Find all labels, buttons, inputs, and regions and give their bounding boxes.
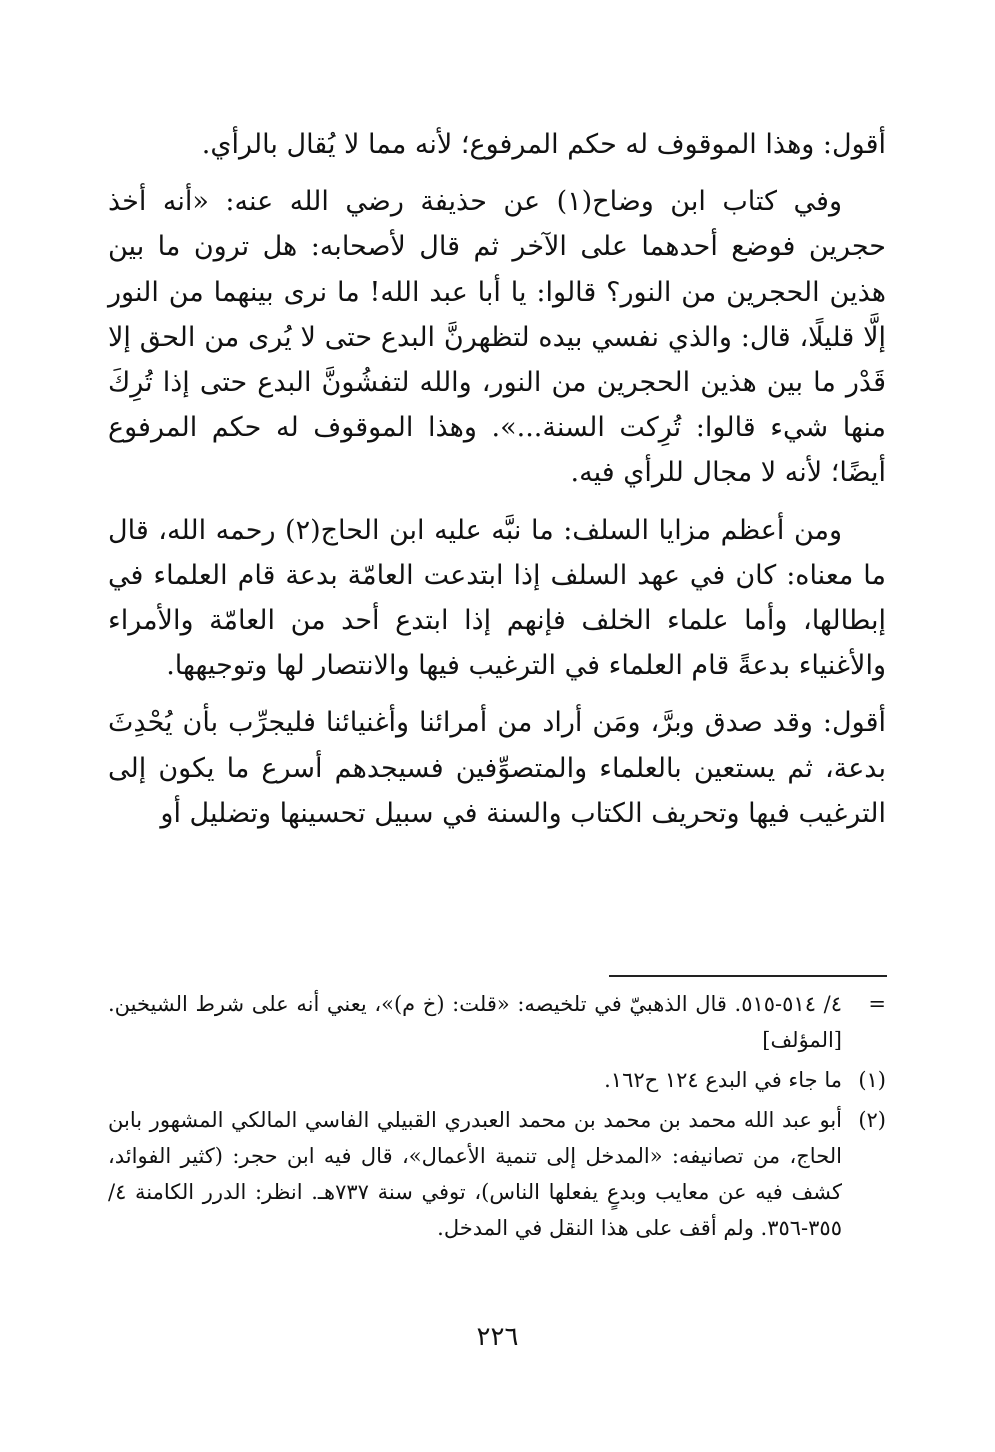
footnote-marker: =	[868, 992, 886, 1016]
footnote-separator	[609, 975, 887, 977]
main-text	[108, 122, 886, 848]
paragraph-2: وفي كتاب ابن وضاح(١) عن حذيفة رضي الله عنه: «أنه أخذ حجرين فوضع أحدهما على الآخر ثم قال لأصحابه: هل ترون ما بين هذين الحجرين من النور؟ قالوا: يا أبا عبد الله! ما نرى بينهما من النور إلَّا قليلًا، قال: والذي نفسي بيده لتظهرنَّ البدع حتى لا يُرى من الحق إلا قَدْر ما بين هذين الحجرين من النور، والله لتفشُونَّ البدع حتى إذا تُرِكَ منها شيء قالوا: تُرِكت السنة...». وهذا الموقوف له حكم المرفوع أيضًا؛ لأنه لا مجال للرأي فيه.	[108, 186, 886, 489]
footnote-2	[108, 1102, 886, 1246]
footnote-1	[108, 1062, 886, 1098]
footnote-marker: (٢)	[858, 1108, 886, 1132]
footnote-continuation	[108, 986, 886, 1058]
footnote-text: ٤/ ٥١٤-٥١٥. قال الذهبيّ في تلخيصه: «قلت: (خ م)»، يعني أنه على شرط الشيخين. [المؤلف]	[108, 992, 842, 1052]
footnote-marker: (١)	[858, 1068, 886, 1092]
paragraph-4: أقول: وقد صدق وبرَّ، ومَن أراد من أمرائنا وأغنيائنا فليجرِّب بأن يُحْدِثَ بدعة، ثم يستعين بالعلماء والمتصوِّفين فسيجدهم أسرع ما يكون إلى الترغيب فيها وتحريف الكتاب والسنة في سبيل تحسينها وتضليل أو	[108, 707, 886, 829]
footnote-text: ما جاء في البدع ١٢٤ ح١٦٢.	[604, 1068, 842, 1092]
page-number: ٢٢٦	[476, 1322, 519, 1352]
footnote-text: أبو عبد الله محمد بن محمد بن محمد العبدري القبيلي الفاسي المالكي المشهور بابن الحاج، من تصانيفه: «المدخل إلى تنمية الأعمال»، قال فيه ابن حجر: (كثير الفوائد، كشف فيه عن معايب وبدعٍ يفعلها الناس)، توفي سنة ٧٣٧هـ. انظر: الدرر الكامنة ٤/ ٣٥٥-٣٥٦. ولم أقف على هذا النقل في المدخل.	[108, 1108, 842, 1240]
paragraph-1: أقول: وهذا الموقوف له حكم المرفوع؛ لأنه مما لا يُقال بالرأي.	[201, 129, 886, 160]
paragraph-3: ومن أعظم مزايا السلف: ما نبَّه عليه ابن الحاج(٢) رحمه الله، قال ما معناه: كان في عهد السلف إذا ابتدعت العامّة بدعة قام العلماء في إبطالها، وأما علماء الخلف فإنهم إذا ابتدع أحد من العامّة والأمراء والأغنياء بدعةً قام العلماء في الترغيب فيها والانتصار لها وتوجيهها.	[108, 514, 886, 682]
footnotes	[108, 986, 886, 1250]
